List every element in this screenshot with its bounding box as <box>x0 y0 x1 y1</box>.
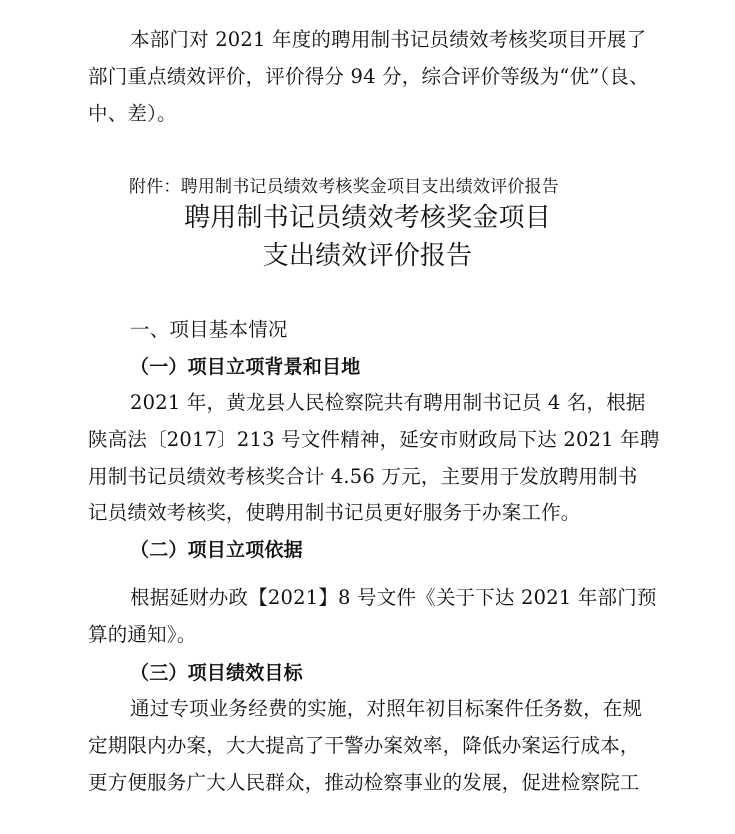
subheading-background: （一）项目立项背景和目地 <box>130 356 361 378</box>
report-title-line-1: 聘用制书记员绩效考核奖金项目 <box>184 203 551 233</box>
intro-line-3: 中、差）。 <box>88 102 177 125</box>
sub3-line-1: 通过专项业务经费的实施，对照年初目标案件任务数，在规 <box>130 697 643 720</box>
subheading-basis: （二）项目立项依据 <box>130 539 303 561</box>
report-title-line-2: 支出绩效评价报告 <box>262 241 473 271</box>
intro-line-1: 本部门对 2021 年度的聘用制书记员绩效考核奖项目开展了 <box>130 28 647 51</box>
section-heading-basic-info: 一、项目基本情况 <box>130 318 288 341</box>
subheading-targets: （三）项目绩效目标 <box>130 662 303 684</box>
sub3-line-3: 更方便服务广大人民群众，推动检察事业的发展，促进检察院工 <box>88 771 640 794</box>
sub1-line-1: 2021 年，黄龙县人民检察院共有聘用制书记员 4 名，根据 <box>130 391 646 414</box>
sub2-line-1: 根据延财办政【2021】8 号文件《关于下达 2021 年部门预 <box>130 586 657 609</box>
sub1-line-3: 用制书记员绩效考核奖合计 4.56 万元，主要用于发放聘用制书 <box>88 465 638 488</box>
intro-line-2: 部门重点绩效评价，评价得分 94 分，综合评价等级为“优”（良、 <box>88 65 649 88</box>
attachment-note: 附件：聘用制书记员绩效考核奖金项目支出绩效评价报告 <box>129 177 559 197</box>
sub2-line-2: 算的通知》。 <box>88 623 197 646</box>
sub1-line-2: 陕高法〔2017〕213 号文件精神，延安市财政局下达 2021 年聘 <box>88 428 660 451</box>
sub3-line-2: 定期限内办案，大大提高了干警办案效率，降低办案运行成本， <box>88 734 640 757</box>
sub1-line-4: 记员绩效考核奖，使聘用制书记员更好服务于办案工作。 <box>88 501 581 524</box>
